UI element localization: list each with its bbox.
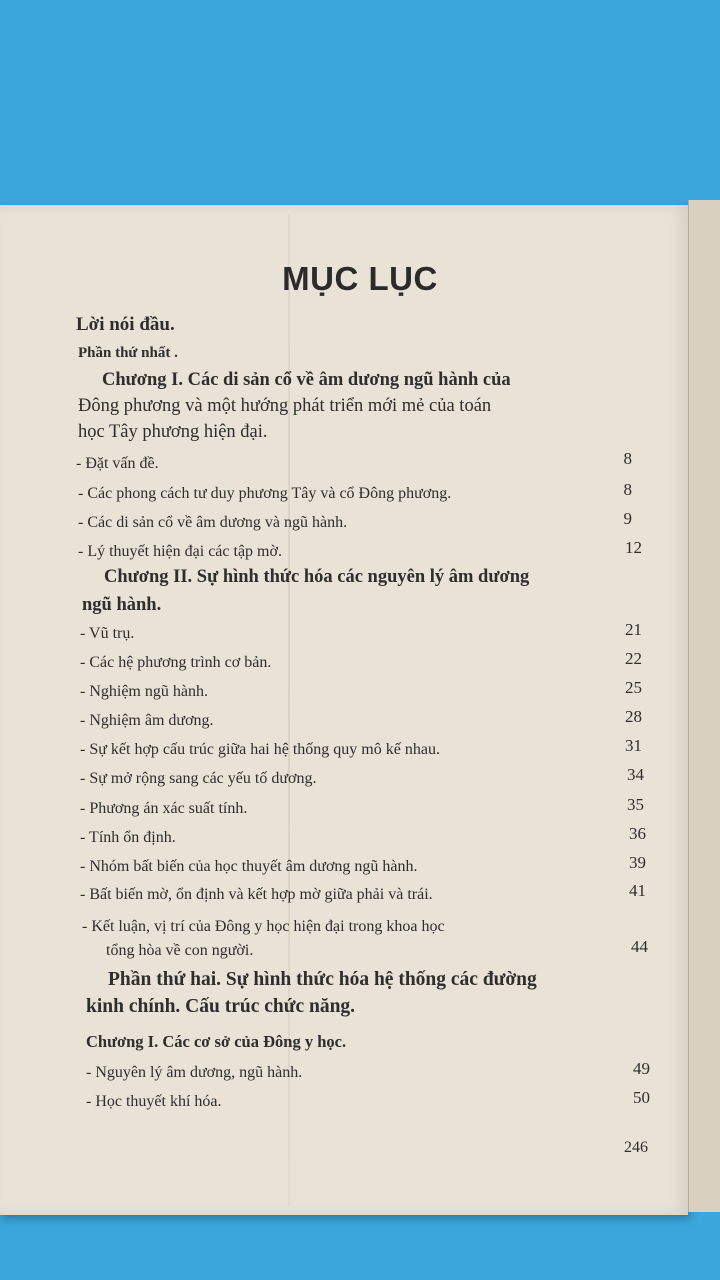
toc-entry: - Sự mở rộng sang các yếu tố dương. bbox=[80, 770, 317, 787]
toc-page-number: 31 bbox=[625, 736, 642, 755]
toc-entry: - Phương án xác suất tính. bbox=[80, 800, 248, 817]
toc-page-number: 39 bbox=[629, 853, 646, 872]
chapter1-title-line2: Đông phương và một hướng phát triển mới mẻ của toán bbox=[78, 396, 492, 416]
toc-entry: - Bất biến mờ, ổn định và kết hợp mờ giữa phải và trái. bbox=[80, 886, 433, 903]
conclusion-entry-line2: tổng hòa về con người. bbox=[106, 942, 254, 959]
toc-page-number: 49 bbox=[633, 1059, 650, 1078]
toc-entry: - Nhóm bất biến của học thuyết âm dương ngũ hành. bbox=[80, 858, 418, 875]
toc-page-number: 25 bbox=[625, 678, 642, 697]
page-title: MỤC LỤC bbox=[282, 260, 438, 297]
toc-entry: - Đặt vấn đề. bbox=[76, 455, 159, 472]
part-one-heading: Phần thứ nhất . bbox=[78, 345, 178, 361]
part-two-title-line1: Phần thứ hai. Sự hình thức hóa hệ thống các đường bbox=[108, 969, 537, 990]
toc-page-number: 36 bbox=[629, 824, 646, 843]
toc-entry: - Sự kết hợp cấu trúc giữa hai hệ thống quy mô kế nhau. bbox=[80, 741, 440, 758]
toc-page-number: 28 bbox=[625, 707, 642, 726]
chapter1-title-line1: Chương I. Các di sản cổ về âm dương ngũ hành của bbox=[102, 370, 511, 390]
toc-page-number: 44 bbox=[631, 937, 648, 956]
toc-entry: - Các phong cách tư duy phương Tây và cổ Đông phương. bbox=[78, 485, 452, 502]
conclusion-entry-line1: - Kết luận, vị trí của Đông y học hiện đại trong khoa học bbox=[82, 918, 445, 935]
preface-heading: Lời nói đầu. bbox=[76, 314, 175, 335]
toc-entry: - Nghiệm âm dương. bbox=[80, 712, 214, 729]
toc-page-number: 21 bbox=[625, 620, 642, 639]
chapter1-title-line3: học Tây phương hiện đại. bbox=[78, 422, 268, 442]
toc-page-number: 9 bbox=[623, 509, 632, 528]
toc-page-number: 8 bbox=[623, 449, 632, 468]
toc-entry: - Học thuyết khí hóa. bbox=[86, 1093, 222, 1110]
toc-page-number: 50 bbox=[633, 1088, 650, 1107]
toc-entry: - Các hệ phương trình cơ bản. bbox=[80, 654, 272, 671]
next-page-edge bbox=[688, 200, 720, 1212]
toc-page-number: 22 bbox=[625, 649, 642, 668]
toc-entry: - Nghiệm ngũ hành. bbox=[80, 683, 208, 700]
page-crease bbox=[288, 215, 290, 1205]
page-number: 246 bbox=[624, 1139, 648, 1156]
part-two-chapter1-title: Chương I. Các cơ sở của Đông y học. bbox=[86, 1032, 347, 1051]
toc-entry: - Tính ổn định. bbox=[80, 829, 176, 846]
toc-entry: - Vũ trụ. bbox=[80, 625, 135, 642]
chapter2-title-line1: Chương II. Sự hình thức hóa các nguyên lý âm dương bbox=[104, 567, 530, 587]
toc-entry: - Các di sản cổ về âm dương và ngũ hành. bbox=[78, 514, 348, 531]
toc-page-number: 8 bbox=[623, 480, 632, 499]
toc-page-number: 41 bbox=[629, 881, 646, 900]
toc-page-number: 12 bbox=[625, 538, 642, 557]
toc-entry: - Nguyên lý âm dương, ngũ hành. bbox=[86, 1064, 303, 1081]
toc-page-number: 35 bbox=[627, 795, 644, 814]
chapter2-title-line2: ngũ hành. bbox=[82, 595, 162, 615]
toc-entry: - Lý thuyết hiện đại các tập mờ. bbox=[78, 543, 282, 560]
part-two-title-line2: kinh chính. Cấu trúc chức năng. bbox=[86, 996, 356, 1017]
toc-page-number: 34 bbox=[627, 765, 644, 784]
